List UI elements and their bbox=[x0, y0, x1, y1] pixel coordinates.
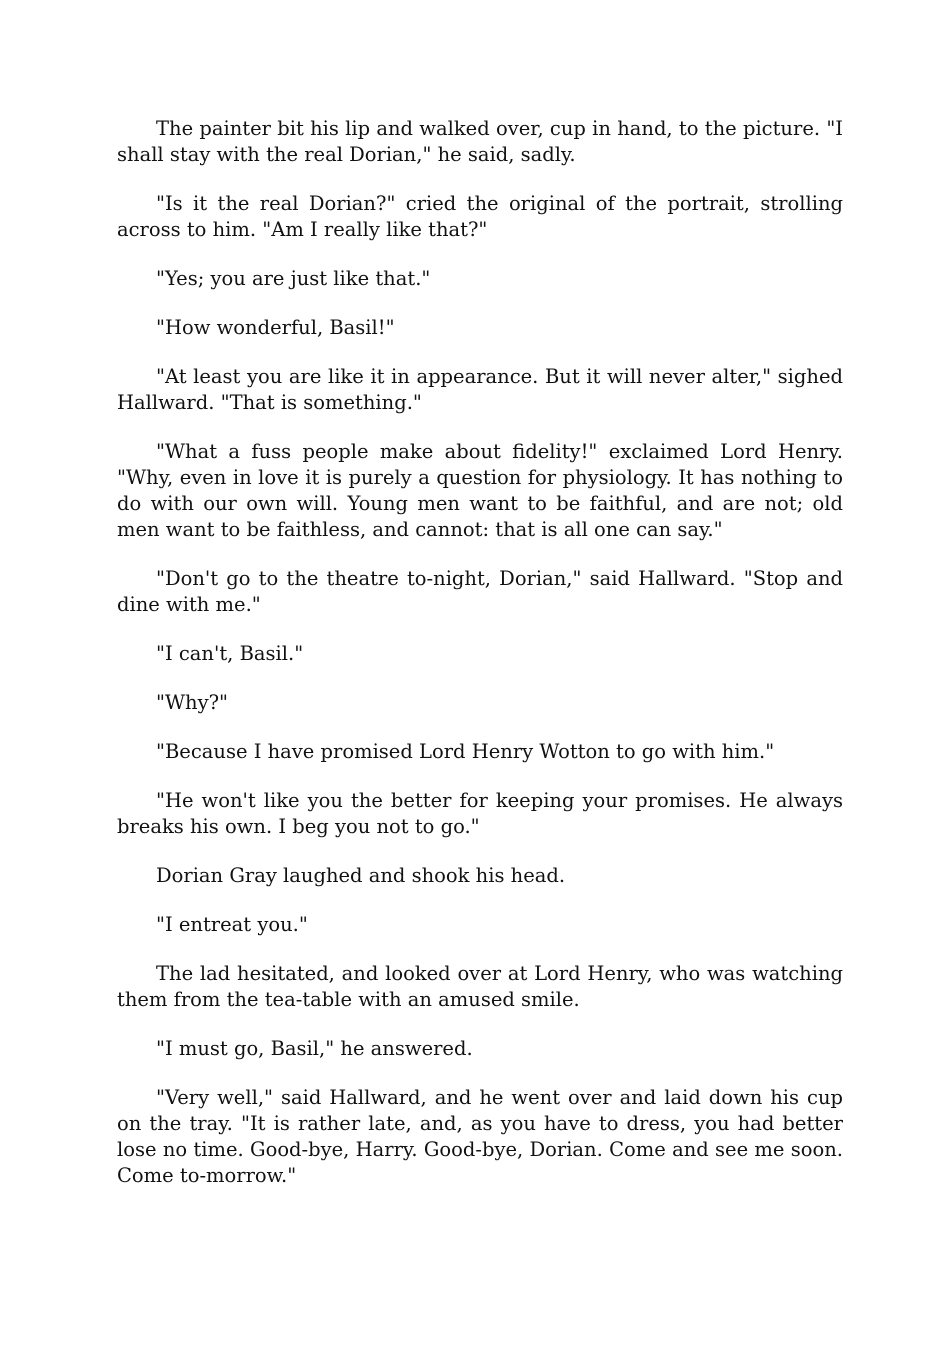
paragraph: The painter bit his lip and walked over, cup in hand, to the picture. "I shall stay with the real Dorian," he said, sadly. bbox=[117, 117, 843, 166]
paragraph: "How wonderful, Basil!" bbox=[156, 316, 395, 339]
paragraph: "Why?" bbox=[156, 691, 229, 714]
paragraph: "Yes; you are just like that." bbox=[156, 267, 431, 290]
paragraph: Dorian Gray laughed and shook his head. bbox=[156, 864, 566, 887]
paragraph: "I entreat you." bbox=[156, 913, 308, 936]
paragraph: "Very well," said Hallward, and he went over and laid down his cup on the tray. "It is rather late, and, as you have to dress, you had better lose no time. Good-bye, Harry. Good-bye, Dorian. Come and see me soon. Come to-morrow." bbox=[117, 1086, 843, 1187]
paragraph: "I can't, Basil." bbox=[156, 642, 304, 665]
paragraph: "Because I have promised Lord Henry Wotton to go with him." bbox=[156, 740, 775, 763]
paragraph: "He won't like you the better for keeping your promises. He always breaks his own. I beg you not to go." bbox=[117, 789, 843, 838]
paragraph: "What a fuss people make about fidelity!" exclaimed Lord Henry. "Why, even in love it is purely a question for physiology. It has nothing to do with our own will. Young men want to be faithful, and are not; old men want to be faithless, and cannot: that is all one can say." bbox=[117, 440, 843, 541]
paragraph: "At least you are like it in appearance. But it will never alter," sighed Hallward. "That is something." bbox=[117, 365, 843, 414]
paragraph: The lad hesitated, and looked over at Lord Henry, who was watching them from the tea-table with an amused smile. bbox=[117, 962, 843, 1011]
document-page bbox=[117, 116, 843, 1212]
paragraph: "I must go, Basil," he answered. bbox=[156, 1037, 473, 1060]
paragraph: "Don't go to the theatre to-night, Dorian," said Hallward. "Stop and dine with me." bbox=[117, 567, 843, 616]
paragraph: "Is it the real Dorian?" cried the original of the portrait, strolling across to him. "Am I really like that?" bbox=[117, 192, 843, 241]
